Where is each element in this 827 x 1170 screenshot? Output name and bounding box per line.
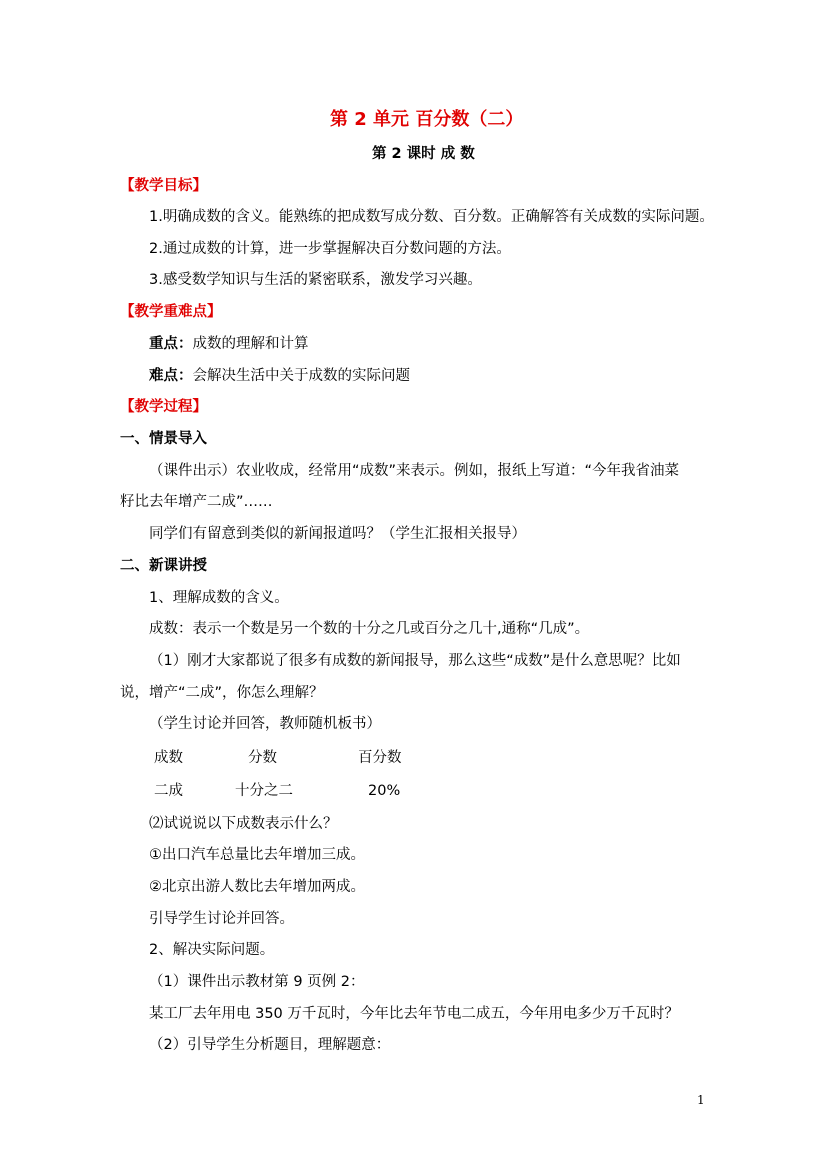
paragraph-line: （课件出示）农业收成，经常用“成数”来表示。例如，报纸上写道：“今年我省油菜 xyxy=(149,463,680,479)
difficult-label: 难点： xyxy=(149,368,193,384)
section-heading-process: 【教学过程】 xyxy=(120,399,207,415)
part2-heading: 二、新课讲授 xyxy=(120,558,207,574)
table-header: 分数 xyxy=(248,750,277,766)
page-number: 1 xyxy=(697,1093,705,1107)
paragraph-line: 1、理解成数的含义。 xyxy=(149,590,289,606)
paragraph-line: 说，增产“二成”，你怎么理解？ xyxy=(120,685,324,701)
section-heading-keypoints: 【教学重难点】 xyxy=(120,304,222,320)
paragraph-line: （1）刚才大家都说了很多有成数的新闻报导，那么这些“成数”是什么意思呢？比如 xyxy=(149,653,681,669)
section-heading-goals: 【教学目标】 xyxy=(120,178,207,194)
key-text: 成数的理解和计算 xyxy=(192,336,309,352)
goal-item: 2.通过成数的计算，进一步掌握解决百分数问题的方法。 xyxy=(149,241,511,257)
paragraph-line: 引导学生讨论并回答。 xyxy=(149,911,294,927)
paragraph-line: （学生讨论并回答，教师随机板书） xyxy=(149,716,381,732)
paragraph-line: ①出口汽车总量比去年增加三成。 xyxy=(149,847,365,863)
table-cell: 20% xyxy=(368,783,401,799)
document-title: 第 2 单元 百分数（二） xyxy=(330,109,524,130)
paragraph-line: ②北京出游人数比去年增加两成。 xyxy=(149,879,365,895)
paragraph-line: 某工厂去年用电 350 万千瓦时，今年比去年节电二成五，今年用电多少万千瓦时？ xyxy=(149,1006,679,1022)
key-label: 重点： xyxy=(149,336,193,352)
paragraph-line: （2）引导学生分析题目，理解题意： xyxy=(149,1037,391,1053)
part1-heading: 一、情景导入 xyxy=(120,431,207,447)
difficult-point xyxy=(149,366,410,386)
table-header: 成数 xyxy=(154,750,183,766)
goal-item: 1.明确成数的含义。能熟练的把成数写成分数、百分数。正确解答有关成数的实际问题。 xyxy=(149,209,714,225)
paragraph-line: ⑵试说说以下成数表示什么？ xyxy=(149,816,338,832)
paragraph-line: 成数：表示一个数是另一个数的十分之几或百分之几十,通称“几成”。 xyxy=(149,621,590,637)
table-cell: 二成 xyxy=(154,783,183,799)
difficult-text: 会解决生活中关于成数的实际问题 xyxy=(192,368,410,384)
table-header: 百分数 xyxy=(358,750,402,766)
paragraph-line: （1）课件出示教材第 9 页例 2： xyxy=(149,974,365,990)
table-cell: 十分之二 xyxy=(235,783,293,799)
lesson-subtitle: 第 2 课时 成 数 xyxy=(372,146,475,162)
paragraph-line: 籽比去年增产二成”…… xyxy=(120,494,273,510)
paragraph-line: 2、解决实际问题。 xyxy=(149,942,275,958)
goal-item: 3.感受数学知识与生活的紧密联系，激发学习兴趣。 xyxy=(149,272,482,288)
key-point xyxy=(149,334,309,354)
paragraph-line: 同学们有留意到类似的新闻报道吗？（学生汇报相关报导） xyxy=(149,526,526,542)
